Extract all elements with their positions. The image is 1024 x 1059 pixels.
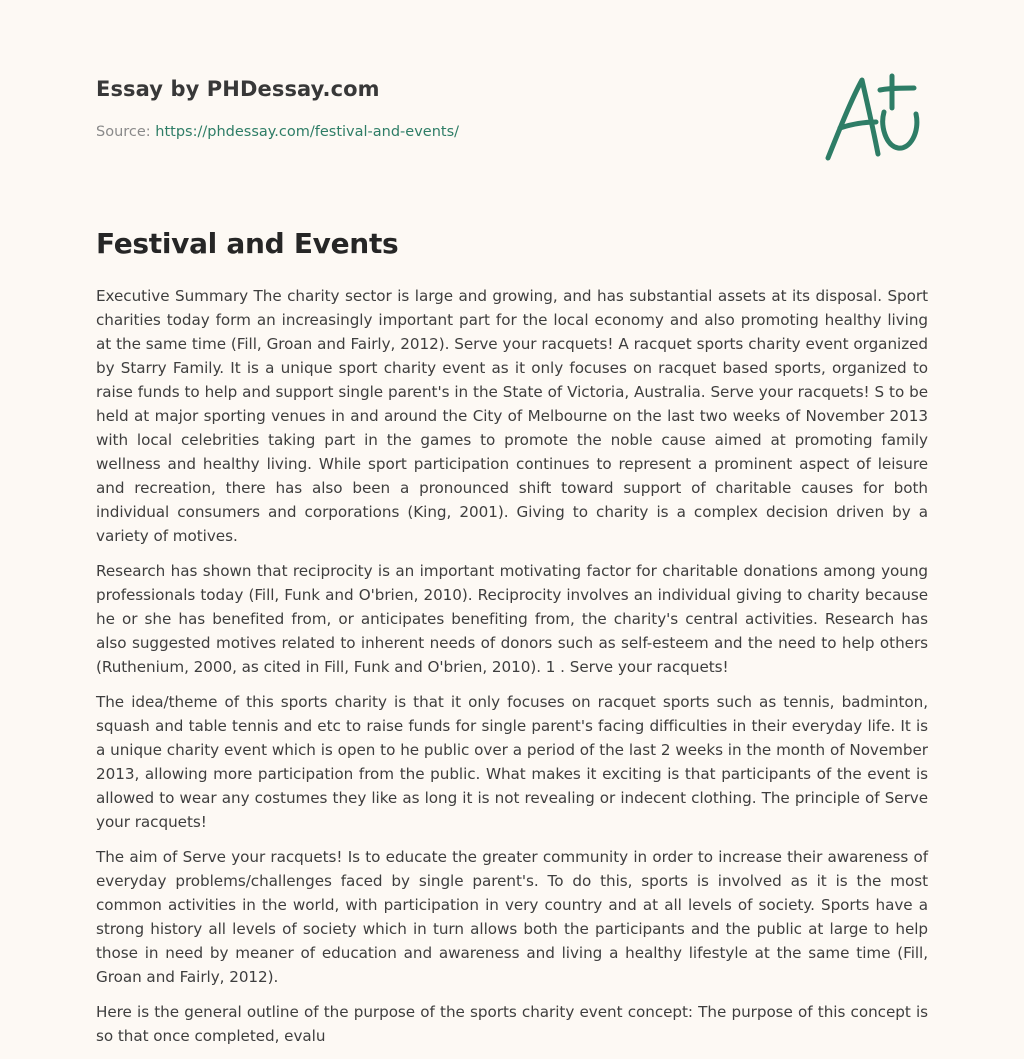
paragraph: The idea/theme of this sports charity is that it only focuses on racquet sports such as tennis, badminton, squash and table tennis and etc to raise funds for single parent's facing difficulties in their everyday life. It is a unique charity event which is open to he public over a period of the last 2 weeks in the month of November 2013, allowing more participation from the public. What makes it exciting is that participants of the event is allowed to wear any costumes they like as long it is not revealing or indecent clothing. The principle of Serve your racquets! (96, 693, 928, 831)
paragraph: Executive Summary The charity sector is large and growing, and has substantial assets at its disposal. Sport charities today form an increasingly important part for the local economy and also promoting healthy living at the same time (Fill, Groan and Fairly, 2012). Serve your racquets! A racquet sports charity event organized by Starry Family. It is a unique sport charity event as it only focuses on racquet based sports, organized to raise funds to help and support single parent's in the State of Victoria, Australia. Serve your racquets! S to be held at major sporting venues in and around the City of Melbourne on the last two weeks of November 2013 with local celebrities taking part in the games to promote the noble cause aimed at promoting family wellness and healthy living. While sport participation continues to represent a prominent aspect of leisure and recreation, there has also been a pronounced shift toward support of charitable causes for both individual consumers and corporations (King, 2001). Giving to charity is a complex decision driven by a variety of motives. (96, 287, 928, 545)
source-label: Source: (96, 124, 156, 140)
a-plus-logo (822, 68, 932, 168)
source-link[interactable]: https://phdessay.com/festival-and-events/ (155, 124, 460, 140)
source-line (96, 124, 459, 140)
brand-title: Essay by PHDessay.com (96, 77, 380, 101)
paragraph: Research has shown that reciprocity is an important motivating factor for charitable donations among young professionals today (Fill, Funk and O'brien, 2010). Reciprocity involves an individual giving to charity because he or she has benefited from, or anticipates benefiting from, the charity's central activities. Research has also suggested motives related to inherent needs of donors such as self-esteem and the need to help others (Ruthenium, 2000, as cited in Fill, Funk and O'brien, 2010). 1 . Serve your racquets! (96, 562, 928, 676)
paragraph: Here is the general outline of the purpose of the sports charity event concept: The purpose of this concept is so that once completed, evalu (96, 1003, 928, 1045)
paragraph: The aim of Serve your racquets! Is to educate the greater community in order to increase their awareness of everyday problems/challenges faced by single parent's. To do this, sports is involved as it is the most common activities in the world, with participation in very country and at all levels of society. Sports have a strong history all levels of society which in turn allows both the participants and the public at large to help those in need by meaner of education and awareness and living a healthy lifestyle at the same time (Fill, Groan and Fairly, 2012). (96, 848, 928, 986)
essay-body (96, 284, 928, 1059)
essay-title: Festival and Events (96, 227, 399, 260)
